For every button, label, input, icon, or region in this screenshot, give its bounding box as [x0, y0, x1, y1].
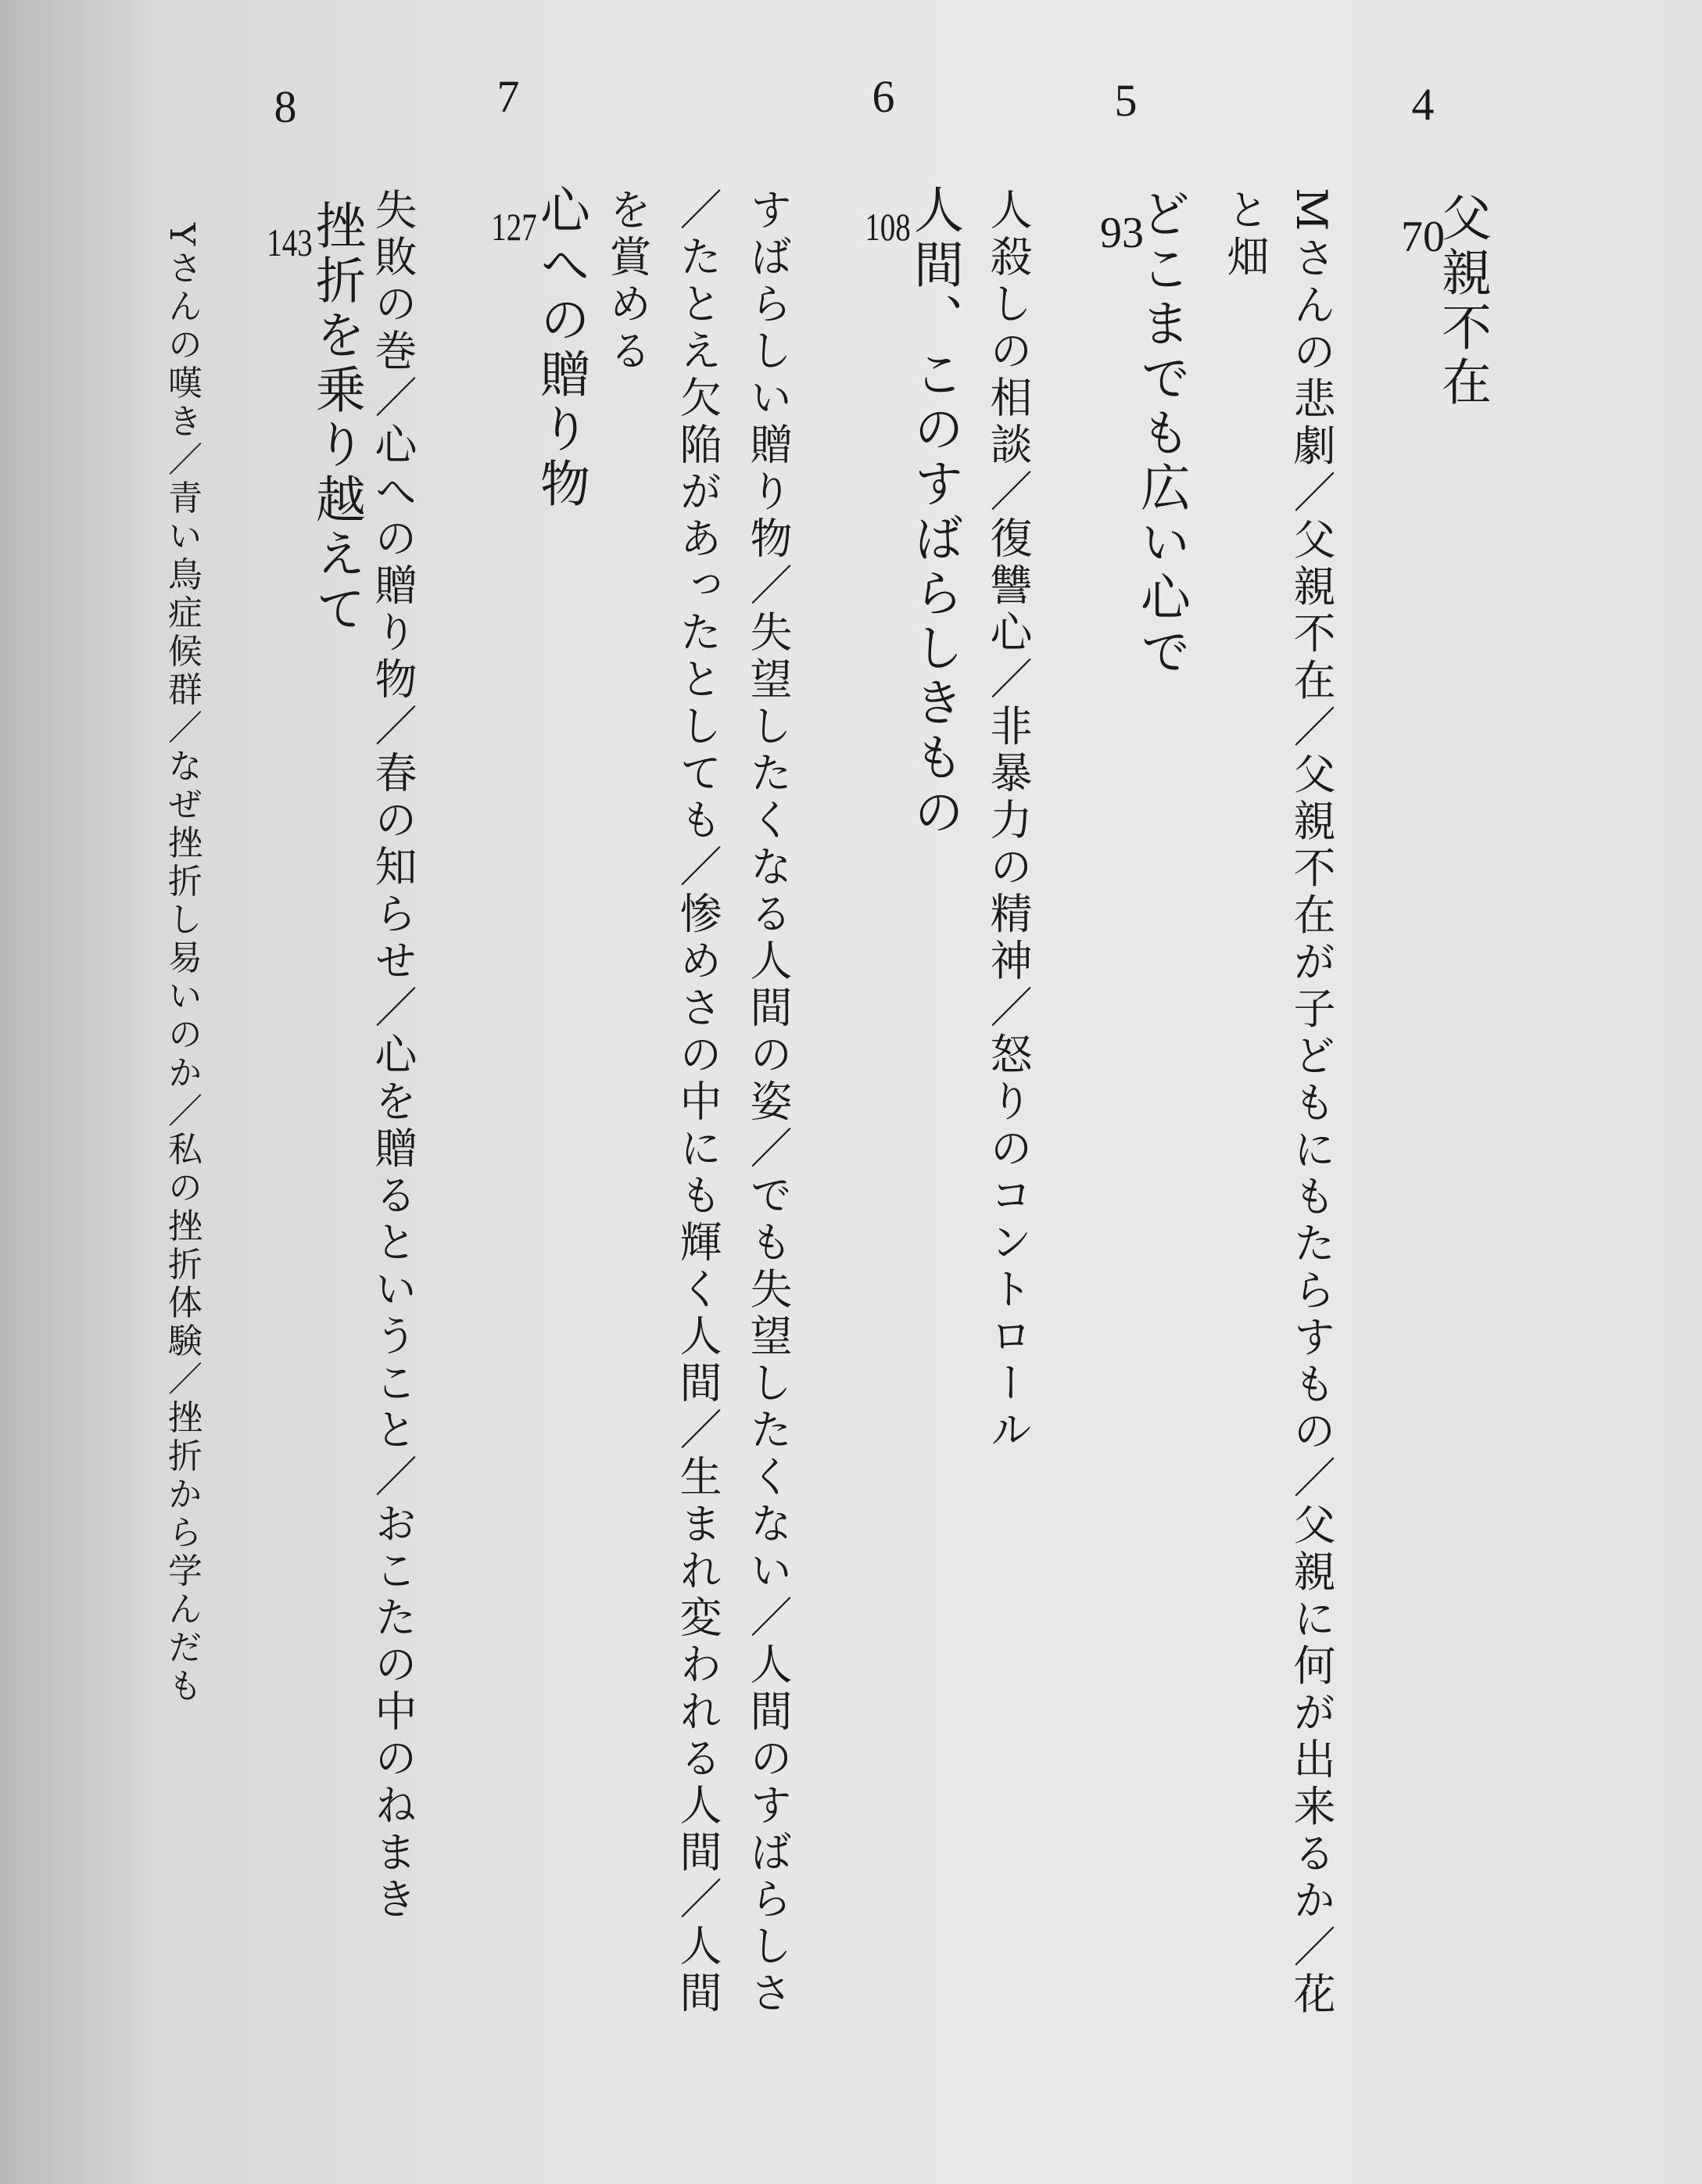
chapter-title-text: 父親不在	[1433, 192, 1491, 411]
chapter-description-line: を賞める	[603, 188, 652, 375]
chapter-description-line: ／たとえ欠陥があったとしても／惨めさの中にも輝く人間／生まれ変われる人間／人間	[673, 188, 722, 2017]
chapter-page-number: 93	[1100, 209, 1144, 257]
chapter-page-number: 70	[1401, 213, 1445, 261]
chapter-title-text: どこまでも広い心で	[1132, 188, 1190, 680]
chapter-title-text: 人間、このすばらしきもの	[905, 184, 963, 841]
chapter-number: 5	[1114, 75, 1138, 126]
chapter-title	[260, 199, 365, 637]
chapter-description-line: 人殺しの相談／復讐心／非暴力の精神／怒りのコントロール	[984, 188, 1033, 1454]
chapter-title-text: 心への贈り物	[532, 184, 589, 512]
chapter-title	[1100, 188, 1190, 680]
chapter-description-line: 失敗の巻／心への贈り物／春の知らせ／心を贈るということ／おこたの中のねまき	[368, 188, 417, 1924]
chapter-description-line: Mさんの悲劇／父親不在／父親不在が子どもにもたらすもの／父親に何が出来るか／花	[1287, 188, 1336, 2019]
chapter-page-number: 127	[491, 205, 537, 249]
chapter-page-number: 108	[865, 205, 911, 249]
chapter-title	[485, 184, 589, 512]
chapter-number: 7	[496, 71, 520, 122]
chapter-title	[858, 184, 963, 841]
chapter-number: 6	[872, 71, 895, 122]
chapter-number: 4	[1411, 79, 1435, 130]
chapter-description-line: すばらしい贈り物／失望したくなる人間の姿／でも失望したくない／人間のすばらしさ	[744, 188, 793, 2017]
chapter-page-number: 143	[267, 221, 313, 264]
chapter-description-line: と畑	[1220, 188, 1270, 282]
chapter-title-text: 挫折を乗り越えて	[307, 199, 365, 637]
chapter-title	[1401, 192, 1491, 411]
book-gutter	[0, 0, 149, 2184]
chapter-description-line: Yさんの嘆き／青い鳥症候群／なぜ挫折し易いのか／私の挫折体験／挫折から学んだも	[162, 223, 202, 1706]
chapter-number: 8	[274, 81, 297, 132]
